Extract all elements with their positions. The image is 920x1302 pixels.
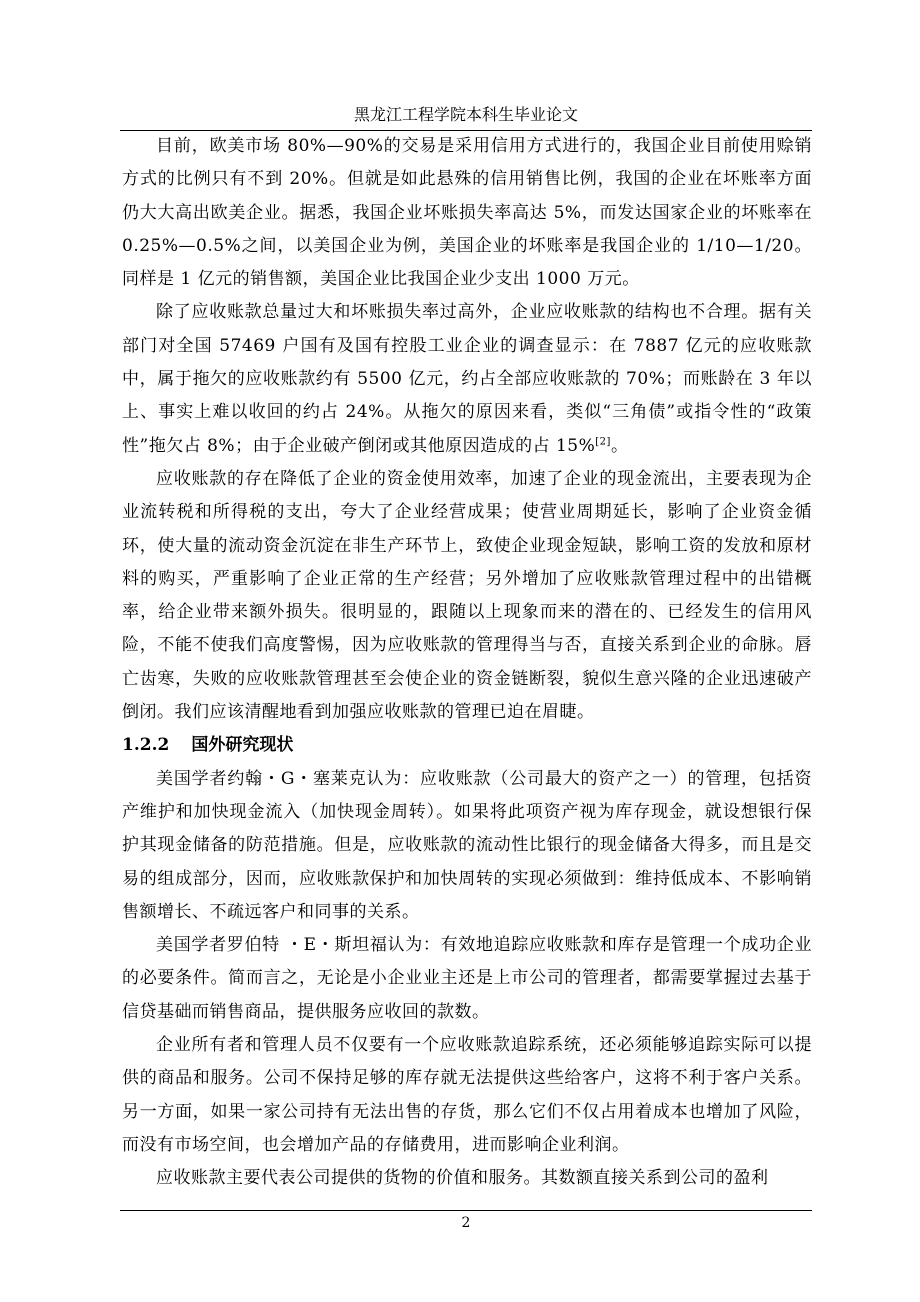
footer-divider (120, 1210, 812, 1211)
citation-ref: [2] (595, 436, 611, 448)
page-header: 黑龙江工程学院本科生毕业论文 (120, 100, 812, 131)
paragraph-credit-sales: 目前，欧美市场 80%—90%的交易是采用信用方式进行的，我国企业目前使用赊销方式的比例只有不到 20%。但就是如此悬殊的信用销售比例，我国的企业在坏账率方面仍大大高出欧美企业。据悉，我国企业坏账损失率高达 5%，而发达国家企业的坏账率在 0.25%—0.5%之间，以美国企业为例，美国企业的坏账率是我国企业的 1/10—1/20。同样是 1 亿元的销售额，美国企业比我国企业少支出 1000 万元。 (122, 136, 812, 290)
paragraph-receivable-impact: 应收账款的存在降低了企业的资金使用效率，加速了企业的现金流出，主要表现为企业流转税和所得税的支出，夸大了企业经营成果；使营业周期延长，影响了企业资金循环，使大量的流动资金沉淀在非生产环节上，致使企业现金短缺，影响工资的发放和原材料的购买，严重影响了企业正常的生产经营；另外增加了应收账款管理过程中的出错概率，给企业带来额外损失。很明显的，跟随以上现象而来的潜在的、已经发生的信用风险，不能不使我们高度警惕，因为应收账款的管理得当与否，直接关系到企业的命脉。唇亡齿寒，失败的应收账款管理甚至会使企业的资金链断裂，貌似生意兴隆的企业迅速破产倒闭。我们应该清醒地看到加强应收账款的管理已迫在眉睫。 (122, 468, 812, 723)
section-heading (122, 729, 812, 762)
paragraph-receivable-structure (122, 296, 812, 462)
page-number: 2 (461, 1215, 471, 1231)
paragraph-receivable-structure-text: 除了应收账款总量过大和坏账损失率过高外，企业应收账款的结构也不合理。据有关部门对全国 57469 户国有及国有控股工业企业的调查显示：在 7887 亿元的应收账款中，属于拖欠的应收账款约有 5500 亿元，约占全部应收账款的 70%；而账龄在 3 年以上、事实上难以收回的约占 24%。从拖欠的原因来看，类似“三角债”或指令性的“政策性”拖欠占 8%；由于企业破产倒闭或其他原因造成的占 15% (122, 302, 812, 456)
paragraph-end-mark: 。 (610, 435, 629, 456)
paragraph-tracking-system: 企业所有者和管理人员不仅要有一个应收账款追踪系统，还必须能够追踪实际可以提供的商品和服务。公司不保持足够的库存就无法提供这些给客户，这将不利于客户关系。另一方面，如果一家公司持有无法出售的存货，那么它们不仅占用着成本也增加了风险，而没有市场空间，也会增加产品的存储费用，进而影响企业利润。 (122, 1035, 812, 1155)
section-title: 国外研究现状 (191, 735, 294, 756)
paragraph-receivable-value: 应收账款主要代表公司提供的货物的价值和服务。其数额直接关系到公司的盈利 (156, 1168, 769, 1189)
paragraph-selleck-view: 美国学者约翰・G・塞莱克认为：应收账款（公司最大的资产之一）的管理，包括资产维护和加快现金流入（加快现金周转）。如果将此项资产视为库存现金，就设想银行保护其现金储备的防范措施。但是，应收账款的流动性比银行的现金储备大得多，而且是交易的组成部分，因而，应收账款保护和加快周转的实现必须做到：维持低成本、不影响销售额增长、不疏远客户和同事的关系。 (122, 768, 812, 922)
section-number: 1.2.2 (122, 735, 170, 756)
paragraph-stanford-view: 美国学者罗伯特 ・E・斯坦福认为：有效地追踪应收账款和库存是管理一个成功企业的必要条件。简而言之，无论是小企业业主还是上市公司的管理者，都需要掌握过去基于信贷基础而销售商品，提供服务应收回的款数。 (122, 935, 812, 1022)
page-content (122, 130, 812, 1196)
